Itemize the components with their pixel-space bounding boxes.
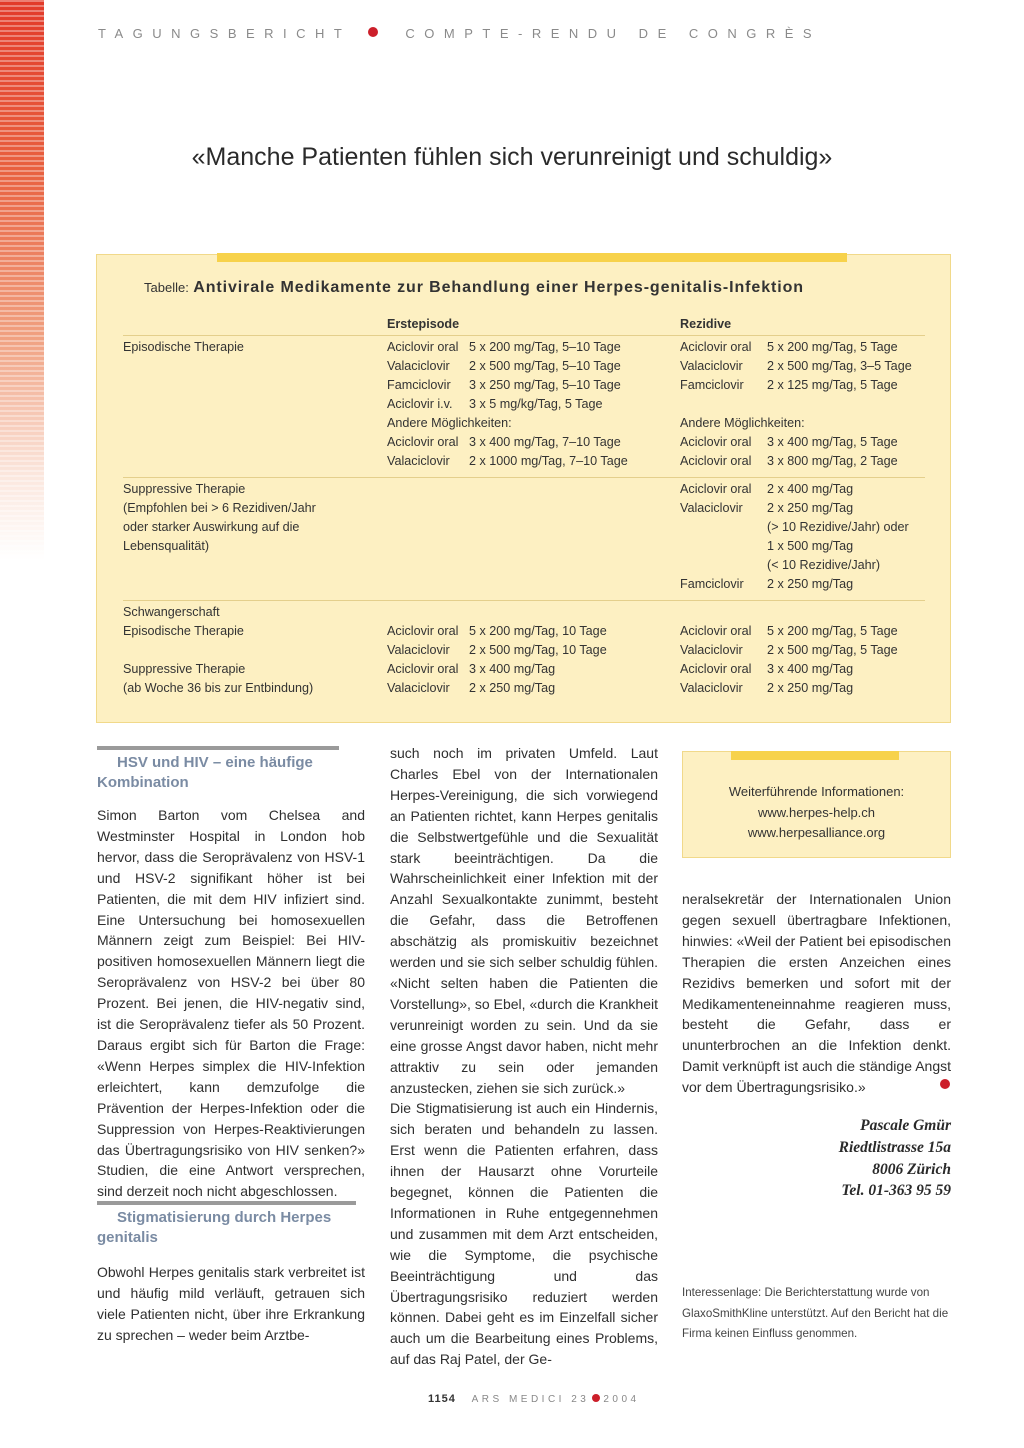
table-caption-title: Antivirale Medikamente zur Behandlung einer Herpes-genitalis-Infektion [193, 279, 804, 296]
table-dosage: 2 x 250 mg/Tag [767, 501, 854, 515]
paragraph: Simon Barton vom Chelsea and Westminster Hospital in London hob hervor, dass die Seroprävalenz von HSV-1 und HSV-2 signifikant höher ist bei Patienten, die mit dem HIV infiziert sind. Eine Untersuchung bei homosexuellen Männern zeigt zum Beispiel: Bei HIV-positiven homosexuellen Männern liegt die Seroprävalenz von HSV-2 bei über 80 Prozent. Bei jenen, die HIV-negativ sind, ist die Seroprävalenz tiefer als 50 Prozent. Daraus ergibt sich für Barton die Frage: «Wenn Herpes simplex die HIV-Infektion erleichtert, kann demzufolge die Prävention der Herpes-Infektion oder die Suppression von Herpes-Reaktivierungen das Übertragungsrisiko von HIV senken?» Studien, die eine Antwort versprechen, sind derzeit noch nicht abgeschlossen. [97, 807, 365, 1200]
paragraph: neralsekretär der Internationalen Union gegen sexuell übertragbare Infektionen, hinwies: «Weil der Patient bei episodischen Therapien die ersten Anzeichen eines Rezidivs bemerken und sofort mit der Medikamenteneinnahme reagieren muss, besteht die Gefahr, dass er ununterbrochen an die Infektion denkt. Damit verknüpft ist auch die ständige Angst vor dem Übertragungsrisiko.» [682, 891, 952, 1096]
table-drug: Aciclovir oral [680, 624, 752, 638]
paragraph: such noch im privaten Umfeld. Laut Charles Ebel von der Internationalen Herpes-Vereinigung, die sich vorwiegend an Patienten richtet, kann Herpes genitalis die Selbstwertgefühle und die Sexualität stark beeinträchtigen. Da die Wahrscheinlichkeit einer Infektion mit der Anzahl Sexualkontakte zunimmt, besteht die Gefahr, dass die Betroffenen abschätzig als promiskuitiv bezeichnet werden und sie sich selber schuldig fühlen. «Nicht selten haben die Patienten die Vorstellung», so Ebel, «durch die Krankheit verunreinigt worden zu sein. Und da sie eine grosse Angst davor haben, nicht mehr attraktiv zu sein oder jemanden anzustecken, ziehen sie sich zurück.» [390, 745, 658, 1096]
table-dosage: 2 x 500 mg/Tag, 5 Tage [767, 643, 898, 657]
disclosure-note: Interessenlage: Die Berichterstattung wurde von GlaxoSmithKline unterstützt. Auf den Bericht hat die Firma keinen Einfluss genommen. [682, 1286, 949, 1340]
header-right: COMPTE-RENDU DE CONGRÈS [405, 26, 822, 41]
side-color-stripe [0, 0, 44, 560]
table-drug: Aciclovir oral [680, 435, 752, 449]
table-dosage: 5 x 200 mg/Tag, 5 Tage [767, 340, 898, 354]
table-dosage: 2 x 500 mg/Tag, 3–5 Tage [767, 359, 912, 373]
bullet-icon [592, 1394, 600, 1402]
table-dosage: 3 x 800 mg/Tag, 2 Tage [767, 454, 898, 468]
table-drug: Aciclovir oral [680, 662, 752, 676]
table-row-note: (Empfohlen bei > 6 Rezidiven/Jahr [123, 501, 316, 515]
table-dosage: 5 x 200 mg/Tag, 5 Tage [767, 624, 898, 638]
table-drug: Aciclovir oral [680, 454, 752, 468]
medication-table [96, 254, 951, 723]
table-dosage: 2 x 250 mg/Tag [469, 681, 556, 695]
table-rule [123, 335, 925, 336]
table-caption-prefix: Tabelle: [144, 280, 189, 295]
table-dosage: 3 x 400 mg/Tag [469, 662, 556, 676]
column-1-text-b [97, 1262, 365, 1346]
table-dosage: (> 10 Rezidive/Jahr) oder [767, 520, 909, 534]
table-drug: Valaciclovir [680, 681, 743, 695]
table-drug: Famciclovir [680, 378, 744, 392]
table-drug: Valaciclovir [680, 501, 743, 515]
table-rule [123, 600, 925, 601]
table-row-label: Suppressive Therapie [123, 662, 246, 676]
paragraph: Obwohl Herpes genitalis stark verbreitet ist und häufig mild verläuft, getrauen sich viele Patienten nicht, über ihre Erkrankung zu sprechen – weder beim Arztbe- [97, 1264, 365, 1343]
table-row-note: oder starker Auswirkung auf die [123, 520, 300, 534]
table-drug: Valaciclovir [387, 643, 450, 657]
info-link-herpesalliance[interactable]: www.herpesalliance.org [747, 825, 886, 840]
table-dosage: 2 x 125 mg/Tag, 5 Tage [767, 378, 898, 392]
table-drug: Valaciclovir [680, 359, 743, 373]
table-dosage: 3 x 400 mg/Tag [767, 662, 854, 676]
author-signature [839, 1115, 951, 1202]
table-accent-bar [217, 253, 847, 262]
table-dosage: 3 x 400 mg/Tag, 5 Tage [767, 435, 898, 449]
column-2-text [390, 743, 658, 1370]
table-drug: Valaciclovir [680, 643, 743, 657]
table-drug: Valaciclovir [387, 454, 450, 468]
table-rule [123, 477, 925, 478]
table-row-label: Episodische Therapie [123, 340, 244, 354]
header-left: TAGUNGSBERICHT [98, 26, 352, 41]
table-drug: Aciclovir oral [387, 435, 459, 449]
table-drug: Aciclovir i.v. [387, 397, 453, 411]
table-row-note: (ab Woche 36 bis zur Entbindung) [123, 681, 314, 695]
table-dosage: 2 x 400 mg/Tag [767, 482, 854, 496]
info-link-herpes-help[interactable]: www.herpes-help.ch [757, 805, 876, 820]
table-dosage: 2 x 250 mg/Tag [767, 577, 854, 591]
table-dosage: (< 10 Rezidive/Jahr) [767, 558, 881, 572]
paragraph: Die Stigmatisierung ist auch ein Hindernis, sich beraten und behandeln zu lassen. Erst wenn die Patienten erfahren, dass ihnen der Hausarzt ohne Vorurteile begegnet, können die Patienten die Informationen in Ruhe entgegennehmen und zusammen mit dem Arzt entscheiden, wie die Symptome, die psychische Beeinträchtigung und das Übertragungsrisiko reduziert werden können. Dabei geht es im Einzelfall sicher auch um die Bearbeitung eines Problems, auf das Raj Patel, der Ge- [390, 1100, 658, 1368]
table-row-label: Schwangerschaft [123, 605, 220, 619]
author-street: Riedtlistrasse 15a [838, 1138, 951, 1156]
table-drug: Aciclovir oral [387, 662, 459, 676]
table-col-header-recurrence: Rezidive [680, 317, 732, 331]
table-drug: Andere Möglichkeiten: [387, 416, 512, 430]
table-drug: Aciclovir oral [387, 624, 459, 638]
section-rule [97, 746, 339, 750]
table-dosage: 5 x 200 mg/Tag, 5–10 Tage [469, 340, 621, 354]
end-mark-icon [940, 1079, 950, 1089]
table-drug: Aciclovir oral [680, 482, 752, 496]
table-dosage: 2 x 250 mg/Tag [767, 681, 854, 695]
author-phone: Tel. 01-363 95 59 [841, 1182, 951, 1200]
column-1-text-a [97, 805, 365, 1202]
bullet-icon [368, 27, 378, 37]
journal-year: 2004 [603, 1394, 640, 1405]
table-row-note: Lebensqualität) [123, 539, 210, 553]
table-drug: Valaciclovir [387, 681, 450, 695]
table-caption [144, 279, 804, 297]
table-row-label: Episodische Therapie [123, 624, 244, 638]
info-accent-bar [731, 751, 899, 760]
table-drug: Aciclovir oral [387, 340, 459, 354]
section-heading-stigma: Stigmatisierung durch Herpes genitalis [97, 1209, 332, 1246]
table-dosage: 5 x 200 mg/Tag, 10 Tage [469, 624, 607, 638]
article-title: «Manche Patienten fühlen sich verunreinigt und schuldig» [191, 143, 833, 171]
column-3-text [682, 889, 951, 1098]
table-row-label: Suppressive Therapie [123, 482, 246, 496]
table-drug: Aciclovir oral [680, 340, 752, 354]
table-dosage: 2 x 500 mg/Tag, 10 Tage [469, 643, 607, 657]
author-name: Pascale Gmür [860, 1117, 951, 1134]
page-footer [428, 1393, 640, 1405]
table-drug: Famciclovir [387, 378, 451, 392]
table-drug: Valaciclovir [387, 359, 450, 373]
page-number: 1154 [428, 1393, 456, 1405]
table-dosage: 2 x 1000 mg/Tag, 7–10 Tage [469, 454, 628, 468]
table-dosage: 2 x 500 mg/Tag, 5–10 Tage [469, 359, 621, 373]
section-rule [97, 1201, 356, 1205]
table-dosage: 3 x 5 mg/kg/Tag, 5 Tage [469, 397, 603, 411]
journal-name: ARS MEDICI 23 [471, 1394, 590, 1405]
table-drug: Famciclovir [680, 577, 744, 591]
table-dosage: 3 x 250 mg/Tag, 5–10 Tage [469, 378, 621, 392]
further-info-box [682, 751, 951, 858]
info-title: Weiterführende Informationen: [728, 784, 905, 799]
section-heading-hsv-hiv: HSV und HIV – eine häufige Kombination [97, 754, 313, 791]
author-city: 8006 Zürich [872, 1160, 951, 1178]
table-col-header-first: Erstepisode [387, 317, 460, 331]
table-drug: Andere Möglichkeiten: [680, 416, 805, 430]
table-dosage: 3 x 400 mg/Tag, 7–10 Tage [469, 435, 621, 449]
running-header [98, 26, 821, 41]
table-dosage: 1 x 500 mg/Tag [767, 539, 854, 553]
